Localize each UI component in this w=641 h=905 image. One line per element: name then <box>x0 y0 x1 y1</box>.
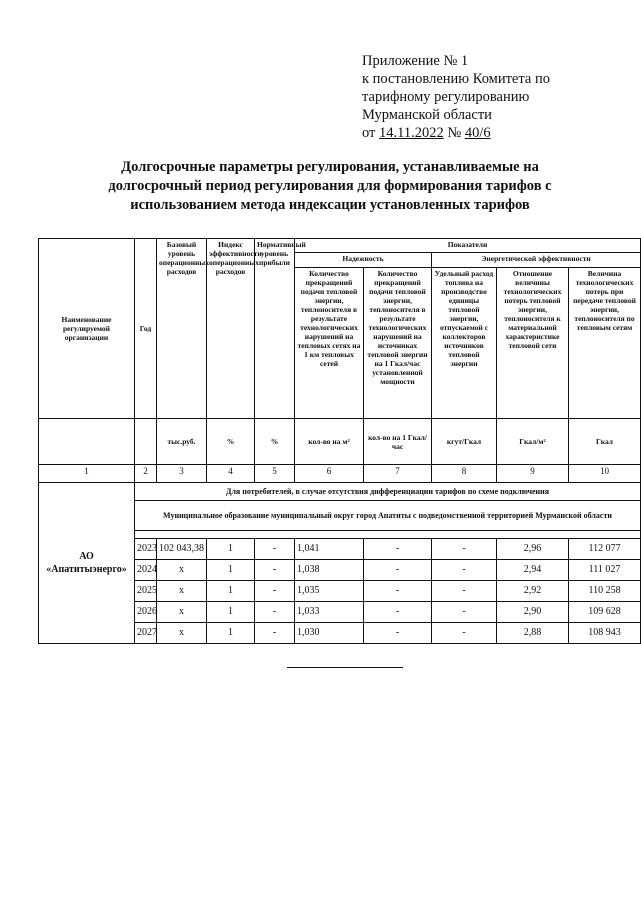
cell-c7: - <box>364 539 432 560</box>
header-reliability: Надежность <box>295 253 432 268</box>
cell-c7: - <box>364 602 432 623</box>
cell-c6: 1,035 <box>295 581 364 602</box>
cell-c10: 111 027 <box>569 560 641 581</box>
appendix-line-3: тарифному регулированию <box>362 89 530 105</box>
header-year: Год <box>135 239 157 419</box>
column-number: 1 <box>39 465 135 483</box>
cell-c8: - <box>432 602 497 623</box>
cell-profit: - <box>255 602 295 623</box>
column-number: 8 <box>432 465 497 483</box>
organization-name: АО «Апатитыэнерго» <box>39 483 135 644</box>
cell-base: 102 043,38 <box>157 539 207 560</box>
header-col6: Количество прекращений подачи тепловой энергии, теплоносителя в результате технологических нарушений на тепловых сетях на 1 км тепловых сетей <box>295 268 364 419</box>
header-profit-level: Нормативный уровень прибыли <box>255 239 295 419</box>
cell-c9: 2,92 <box>497 581 569 602</box>
cell-year: 2027 <box>135 623 157 644</box>
cell-profit: - <box>255 560 295 581</box>
title-line-2: долгосрочный период регулирования для формирования тарифов с <box>108 178 552 194</box>
cell-year: 2024 <box>135 560 157 581</box>
closing-rule <box>287 667 403 668</box>
column-number: 3 <box>157 465 207 483</box>
cell-profit: - <box>255 623 295 644</box>
appendix-line-1: Приложение № 1 <box>362 53 469 69</box>
document-title <box>60 158 600 215</box>
unit-col8: кгут/Гкал <box>432 419 497 465</box>
cell-c9: 2,96 <box>497 539 569 560</box>
column-number: 4 <box>207 465 255 483</box>
cell-c10: 110 258 <box>569 581 641 602</box>
title-line-3: использованием метода индексации установленных тарифов <box>130 197 530 213</box>
appendix-date-prefix: от <box>362 125 376 141</box>
section-municipality: Муниципальное образование муниципальный округ город Апатиты с подведомственной территорией Мурманской области <box>135 501 641 531</box>
appendix-number-prefix: № <box>447 125 462 141</box>
appendix-date: 14.11.2022 <box>379 125 444 141</box>
unit-col5: % <box>255 419 295 465</box>
spacer-row <box>135 531 641 539</box>
cell-profit: - <box>255 539 295 560</box>
column-number: 2 <box>135 465 157 483</box>
cell-index: 1 <box>207 560 255 581</box>
cell-c8: - <box>432 623 497 644</box>
units-empty-2 <box>135 419 157 465</box>
unit-col7: кол-во на 1 Гкал/час <box>364 419 432 465</box>
header-indicators: Показатели <box>295 239 641 253</box>
cell-c6: 1,033 <box>295 602 364 623</box>
cell-year: 2023 <box>135 539 157 560</box>
header-efficiency-index: Индекс эффективности операционных расходов <box>207 239 255 419</box>
unit-col4: % <box>207 419 255 465</box>
section-consumers: Для потребителей, в случае отсутствия дифференциации тарифов по схеме подключения <box>135 483 641 501</box>
cell-base: x <box>157 581 207 602</box>
cell-c10: 112 077 <box>569 539 641 560</box>
cell-c6: 1,041 <box>295 539 364 560</box>
unit-col6: кол-во на м² <box>295 419 364 465</box>
title-line-1: Долгосрочные параметры регулирования, устанавливаемые на <box>121 159 539 175</box>
cell-c9: 2,88 <box>497 623 569 644</box>
header-col8: Удельный расход топлива на производство единицы тепловой энергии, отпускаемой с коллекторов источников тепловой энергии <box>432 268 497 419</box>
cell-year: 2025 <box>135 581 157 602</box>
unit-col3: тыс.руб. <box>157 419 207 465</box>
header-energy-efficiency: Энергетической эффективности <box>432 253 641 268</box>
column-number: 5 <box>255 465 295 483</box>
parameters-table <box>38 238 641 644</box>
appendix-block <box>362 52 602 142</box>
cell-year: 2026 <box>135 602 157 623</box>
cell-base: x <box>157 623 207 644</box>
cell-c7: - <box>364 623 432 644</box>
header-col9: Отношение величины технологических потерь тепловой энергии, теплоносителя к материальной характеристике тепловой сети <box>497 268 569 419</box>
cell-c8: - <box>432 560 497 581</box>
cell-c8: - <box>432 539 497 560</box>
column-number: 9 <box>497 465 569 483</box>
cell-c7: - <box>364 581 432 602</box>
header-base-costs: Базовый уровень операционных расходов <box>157 239 207 419</box>
cell-index: 1 <box>207 623 255 644</box>
appendix-number: 40/6 <box>464 125 491 141</box>
unit-col9: Гкал/м² <box>497 419 569 465</box>
units-empty-1 <box>39 419 135 465</box>
header-org: Наименование регулируемой организации <box>39 239 135 419</box>
header-col10: Величина технологических потерь при передаче тепловой энергии, теплоносителя по тепловым сетям <box>569 268 641 419</box>
column-numbers-row <box>39 465 641 483</box>
column-number: 10 <box>569 465 641 483</box>
unit-col10: Гкал <box>569 419 641 465</box>
cell-c10: 109 628 <box>569 602 641 623</box>
cell-base: x <box>157 602 207 623</box>
cell-c6: 1,030 <box>295 623 364 644</box>
cell-c6: 1,038 <box>295 560 364 581</box>
appendix-date-line <box>362 124 602 142</box>
cell-c8: - <box>432 581 497 602</box>
header-col7: Количество прекращений подачи тепловой энергии, теплоносителя в результате технологических нарушений на источниках тепловой энергии на 1 Гкал/час установленной мощности <box>364 268 432 419</box>
appendix-line-2: к постановлению Комитета по <box>362 71 550 87</box>
cell-base: x <box>157 560 207 581</box>
appendix-line-4: Мурманской области <box>362 107 492 123</box>
cell-c10: 108 943 <box>569 623 641 644</box>
cell-c7: - <box>364 560 432 581</box>
cell-c9: 2,94 <box>497 560 569 581</box>
cell-index: 1 <box>207 581 255 602</box>
cell-profit: - <box>255 581 295 602</box>
cell-index: 1 <box>207 539 255 560</box>
cell-index: 1 <box>207 602 255 623</box>
cell-c9: 2,90 <box>497 602 569 623</box>
column-number: 6 <box>295 465 364 483</box>
column-number: 7 <box>364 465 432 483</box>
